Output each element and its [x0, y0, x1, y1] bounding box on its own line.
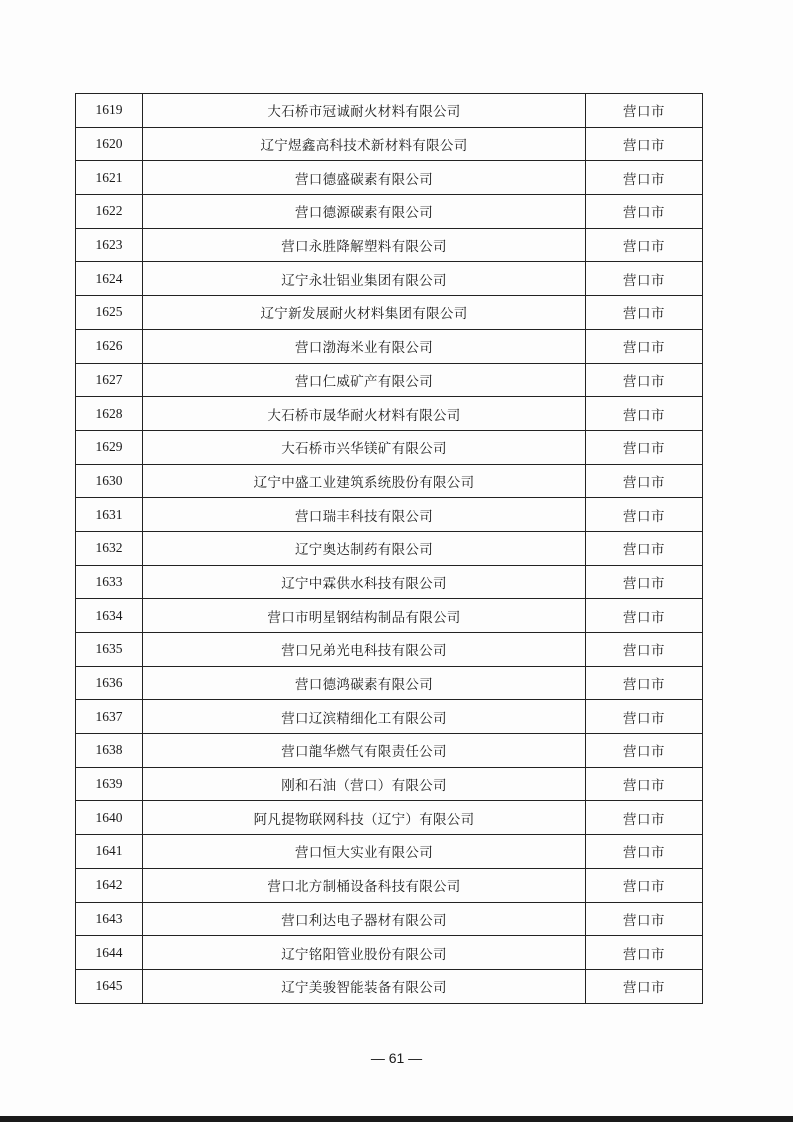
city-cell: 营口市: [586, 868, 703, 902]
table-row: [76, 936, 703, 970]
table-row: [76, 228, 703, 262]
company-name-cell: 辽宁美骏智能装备有限公司: [143, 969, 586, 1003]
company-name-cell: 营口辽滨精细化工有限公司: [143, 700, 586, 734]
row-number-cell: 1639: [76, 767, 143, 801]
row-number-cell: 1643: [76, 902, 143, 936]
row-number-cell: 1619: [76, 94, 143, 128]
city-cell: 营口市: [586, 195, 703, 229]
city-cell: 营口市: [586, 969, 703, 1003]
city-cell: 营口市: [586, 363, 703, 397]
table-row: [76, 430, 703, 464]
row-number-cell: 1626: [76, 329, 143, 363]
city-cell: 营口市: [586, 296, 703, 330]
city-cell: 营口市: [586, 599, 703, 633]
table-row: [76, 835, 703, 869]
company-name-cell: 营口德源碳素有限公司: [143, 195, 586, 229]
row-number-cell: 1637: [76, 700, 143, 734]
city-cell: 营口市: [586, 127, 703, 161]
city-cell: 营口市: [586, 329, 703, 363]
company-name-cell: 辽宁中盛工业建筑系统股份有限公司: [143, 464, 586, 498]
table-row: [76, 599, 703, 633]
company-name-cell: 大石桥市兴华镁矿有限公司: [143, 430, 586, 464]
city-cell: 营口市: [586, 801, 703, 835]
table-row: [76, 902, 703, 936]
row-number-cell: 1633: [76, 565, 143, 599]
city-cell: 营口市: [586, 228, 703, 262]
table-row: [76, 94, 703, 128]
row-number-cell: 1624: [76, 262, 143, 296]
company-name-cell: 营口兄弟光电科技有限公司: [143, 633, 586, 667]
city-cell: 营口市: [586, 700, 703, 734]
company-name-cell: 刚和石油（营口）有限公司: [143, 767, 586, 801]
company-name-cell: 阿凡提物联网科技（辽宁）有限公司: [143, 801, 586, 835]
city-cell: 营口市: [586, 498, 703, 532]
city-cell: 营口市: [586, 464, 703, 498]
row-number-cell: 1628: [76, 397, 143, 431]
row-number-cell: 1634: [76, 599, 143, 633]
company-name-cell: 营口渤海米业有限公司: [143, 329, 586, 363]
city-cell: 营口市: [586, 936, 703, 970]
city-cell: 营口市: [586, 902, 703, 936]
city-cell: 营口市: [586, 767, 703, 801]
table-row: [76, 127, 703, 161]
company-name-cell: 营口利达电子器材有限公司: [143, 902, 586, 936]
row-number-cell: 1636: [76, 666, 143, 700]
city-cell: 营口市: [586, 666, 703, 700]
company-name-cell: 辽宁煜鑫高科技术新材料有限公司: [143, 127, 586, 161]
table-row: [76, 296, 703, 330]
company-list-table: [75, 93, 703, 1004]
table-row: [76, 633, 703, 667]
city-cell: 营口市: [586, 565, 703, 599]
table-row: [76, 666, 703, 700]
row-number-cell: 1632: [76, 531, 143, 565]
row-number-cell: 1641: [76, 835, 143, 869]
table-row: [76, 498, 703, 532]
company-list-body: [76, 94, 703, 1004]
city-cell: 营口市: [586, 94, 703, 128]
row-number-cell: 1625: [76, 296, 143, 330]
company-name-cell: 营口德盛碳素有限公司: [143, 161, 586, 195]
table-row: [76, 531, 703, 565]
table-row: [76, 397, 703, 431]
city-cell: 营口市: [586, 633, 703, 667]
row-number-cell: 1622: [76, 195, 143, 229]
company-name-cell: 辽宁奥达制药有限公司: [143, 531, 586, 565]
city-cell: 营口市: [586, 430, 703, 464]
row-number-cell: 1620: [76, 127, 143, 161]
table-row: [76, 262, 703, 296]
company-name-cell: 营口德鸿碳素有限公司: [143, 666, 586, 700]
row-number-cell: 1642: [76, 868, 143, 902]
table-row: [76, 195, 703, 229]
city-cell: 营口市: [586, 161, 703, 195]
row-number-cell: 1629: [76, 430, 143, 464]
company-name-cell: 营口恒大实业有限公司: [143, 835, 586, 869]
company-name-cell: 辽宁新发展耐火材料集团有限公司: [143, 296, 586, 330]
row-number-cell: 1635: [76, 633, 143, 667]
row-number-cell: 1630: [76, 464, 143, 498]
table-row: [76, 767, 703, 801]
table-row: [76, 801, 703, 835]
table-row: [76, 329, 703, 363]
company-name-cell: 辽宁中霖供水科技有限公司: [143, 565, 586, 599]
company-name-cell: 大石桥市冠诚耐火材料有限公司: [143, 94, 586, 128]
scan-bottom-edge: [0, 1116, 793, 1122]
table-row: [76, 868, 703, 902]
company-name-cell: 营口北方制桶设备科技有限公司: [143, 868, 586, 902]
city-cell: 营口市: [586, 835, 703, 869]
table-row: [76, 969, 703, 1003]
table-row: [76, 464, 703, 498]
table-row: [76, 161, 703, 195]
company-name-cell: 营口仁威矿产有限公司: [143, 363, 586, 397]
table-row: [76, 363, 703, 397]
city-cell: 营口市: [586, 397, 703, 431]
row-number-cell: 1640: [76, 801, 143, 835]
company-name-cell: 营口永胜降解塑料有限公司: [143, 228, 586, 262]
company-name-cell: 辽宁铭阳管业股份有限公司: [143, 936, 586, 970]
company-name-cell: 营口龍华燃气有限责任公司: [143, 734, 586, 768]
row-number-cell: 1623: [76, 228, 143, 262]
row-number-cell: 1645: [76, 969, 143, 1003]
company-name-cell: 营口瑞丰科技有限公司: [143, 498, 586, 532]
table-row: [76, 565, 703, 599]
page-number: — 61 —: [370, 1050, 423, 1066]
row-number-cell: 1644: [76, 936, 143, 970]
company-name-cell: 营口市明星钢结构制品有限公司: [143, 599, 586, 633]
city-cell: 营口市: [586, 734, 703, 768]
table-row: [76, 734, 703, 768]
row-number-cell: 1638: [76, 734, 143, 768]
row-number-cell: 1631: [76, 498, 143, 532]
row-number-cell: 1621: [76, 161, 143, 195]
company-name-cell: 辽宁永壮铝业集团有限公司: [143, 262, 586, 296]
city-cell: 营口市: [586, 262, 703, 296]
table-row: [76, 700, 703, 734]
row-number-cell: 1627: [76, 363, 143, 397]
company-name-cell: 大石桥市晟华耐火材料有限公司: [143, 397, 586, 431]
city-cell: 营口市: [586, 531, 703, 565]
